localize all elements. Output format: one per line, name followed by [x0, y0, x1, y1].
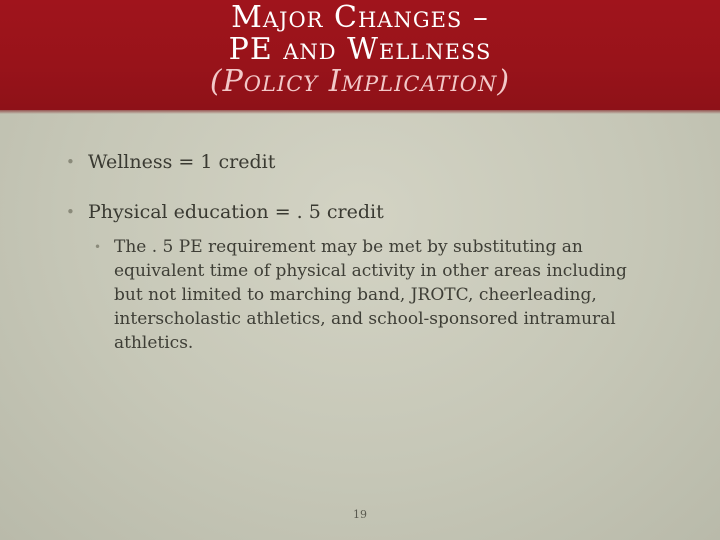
sub-bullet-item-pe-substitution — [94, 235, 654, 355]
bullet-item-wellness — [66, 150, 275, 174]
sub-bullet-marker: • — [94, 240, 102, 254]
slide-subtitle: (Policy Implication) — [209, 64, 511, 99]
bullet-text: Wellness = 1 credit — [88, 151, 276, 173]
bullet-text: Physical education = . 5 credit — [88, 201, 384, 223]
bullet-marker: • — [66, 203, 75, 221]
sub-bullet-text: The . 5 PE requirement may be met by substituting an equivalent time of physical activity in other areas including but not limited to marching band, JROTC, cheerleading, interscholastic athletics, and school-sponsored intramural athletics. — [114, 237, 627, 353]
bullet-item-physical-education — [66, 200, 384, 224]
bullet-marker: • — [66, 153, 75, 171]
page-number: 19 — [353, 508, 367, 521]
slide-title-line-2: PE and Wellness — [228, 32, 492, 67]
slide-title-line-1: Major Changes – — [231, 0, 489, 35]
